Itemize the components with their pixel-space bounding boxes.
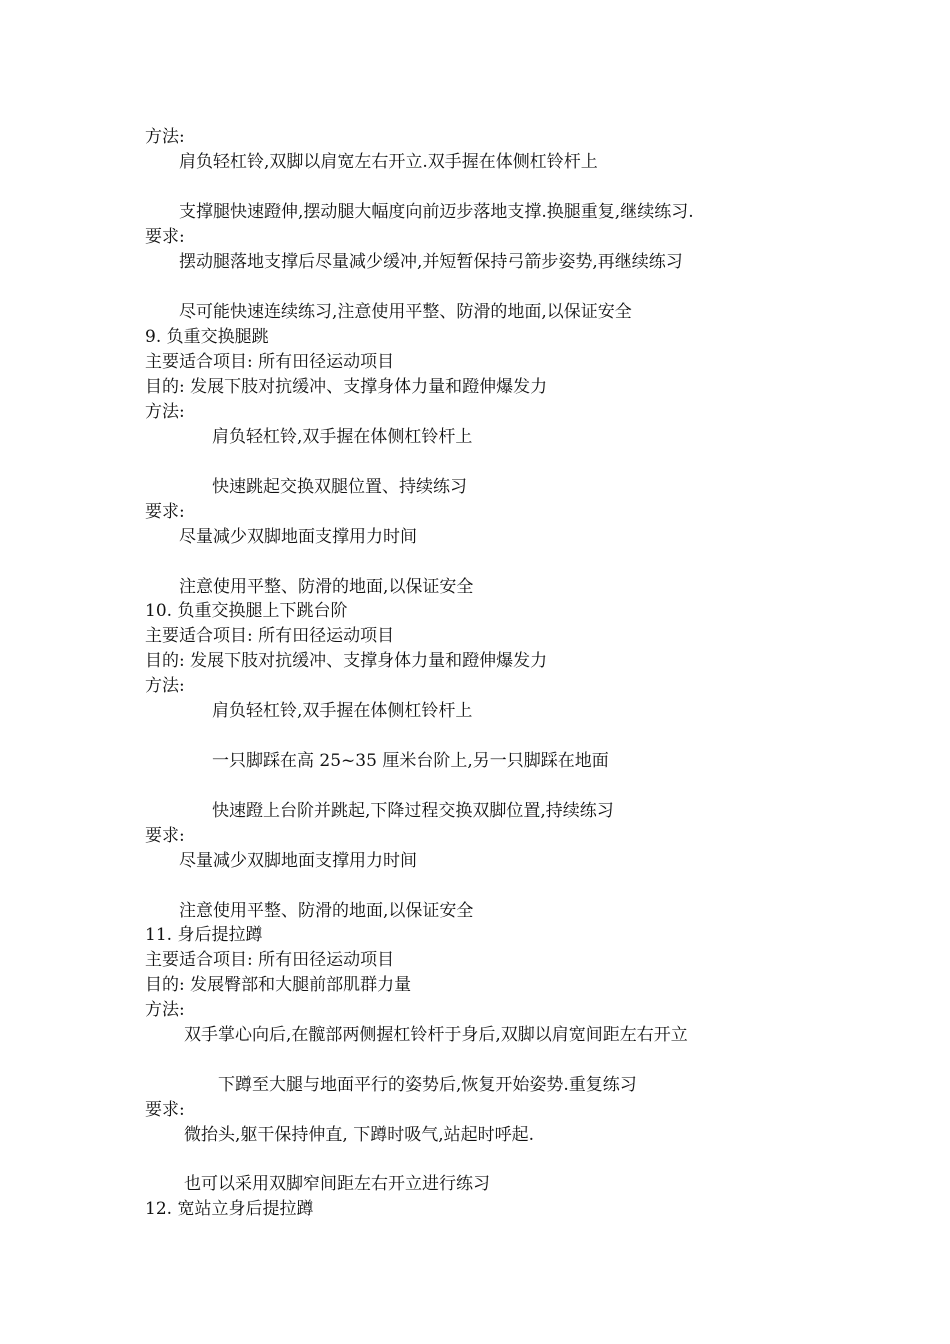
method-step: 快速蹬上台阶并跳起,下降过程交换双脚位置,持续练习	[212, 801, 614, 821]
applicable-events: 主要适合项目: 所有田径运动项目	[145, 950, 395, 970]
requirement-item: 尽量减少双脚地面支撑用力时间	[179, 527, 417, 547]
requirement-heading: 要求:	[145, 1100, 185, 1120]
requirement-item: 摆动腿落地支撑后尽量减少缓冲,并短暂保持弓箭步姿势,再继续练习	[179, 252, 683, 272]
requirement-item: 也可以采用双脚窄间距左右开立进行练习	[184, 1174, 490, 1194]
requirement-item: 微抬头,躯干保持伸直, 下蹲时吸气,站起时呼起.	[184, 1125, 535, 1145]
requirement-item: 注意使用平整、防滑的地面,以保证安全	[179, 577, 474, 597]
method-heading: 方法:	[145, 127, 185, 147]
purpose: 目的: 发展臀部和大腿前部肌群力量	[145, 975, 412, 995]
method-step: 肩负轻杠铃,双手握在体侧杠铃杆上	[212, 701, 473, 721]
requirement-item: 尽量减少双脚地面支撑用力时间	[179, 851, 417, 871]
method-heading: 方法:	[145, 676, 185, 696]
requirement-heading: 要求:	[145, 502, 185, 522]
section-title-11: 11. 身后提拉蹲	[145, 925, 263, 945]
method-step: 快速跳起交换双腿位置、持续练习	[212, 477, 467, 497]
requirement-item: 尽可能快速连续练习,注意使用平整、防滑的地面,以保证安全	[179, 302, 632, 322]
requirement-heading: 要求:	[145, 227, 185, 247]
method-heading: 方法:	[145, 402, 185, 422]
method-heading: 方法:	[145, 1000, 185, 1020]
method-step: 下蹲至大腿与地面平行的姿势后,恢复开始姿势.重复练习	[218, 1075, 637, 1095]
purpose: 目的: 发展下肢对抗缓冲、支撑身体力量和蹬伸爆发力	[145, 651, 548, 671]
method-step: 肩负轻杠铃,双脚以肩宽左右开立.双手握在体侧杠铃杆上	[179, 152, 598, 172]
section-title-10: 10. 负重交换腿上下跳台阶	[145, 601, 348, 621]
section-title-12: 12. 宽站立身后提拉蹲	[145, 1199, 314, 1219]
applicable-events: 主要适合项目: 所有田径运动项目	[145, 352, 395, 372]
requirement-heading: 要求:	[145, 826, 185, 846]
requirement-item: 注意使用平整、防滑的地面,以保证安全	[179, 901, 474, 921]
method-step: 双手掌心向后,在髋部两侧握杠铃杆于身后,双脚以肩宽间距左右开立	[184, 1025, 688, 1045]
method-step: 肩负轻杠铃,双手握在体侧杠铃杆上	[212, 427, 473, 447]
method-step: 支撑腿快速蹬伸,摆动腿大幅度向前迈步落地支撑.换腿重复,继续练习.	[179, 202, 694, 222]
applicable-events: 主要适合项目: 所有田径运动项目	[145, 626, 395, 646]
section-title-9: 9. 负重交换腿跳	[145, 327, 269, 347]
purpose: 目的: 发展下肢对抗缓冲、支撑身体力量和蹬伸爆发力	[145, 377, 548, 397]
method-step: 一只脚踩在高 25~35 厘米台阶上,另一只脚踩在地面	[212, 751, 609, 771]
